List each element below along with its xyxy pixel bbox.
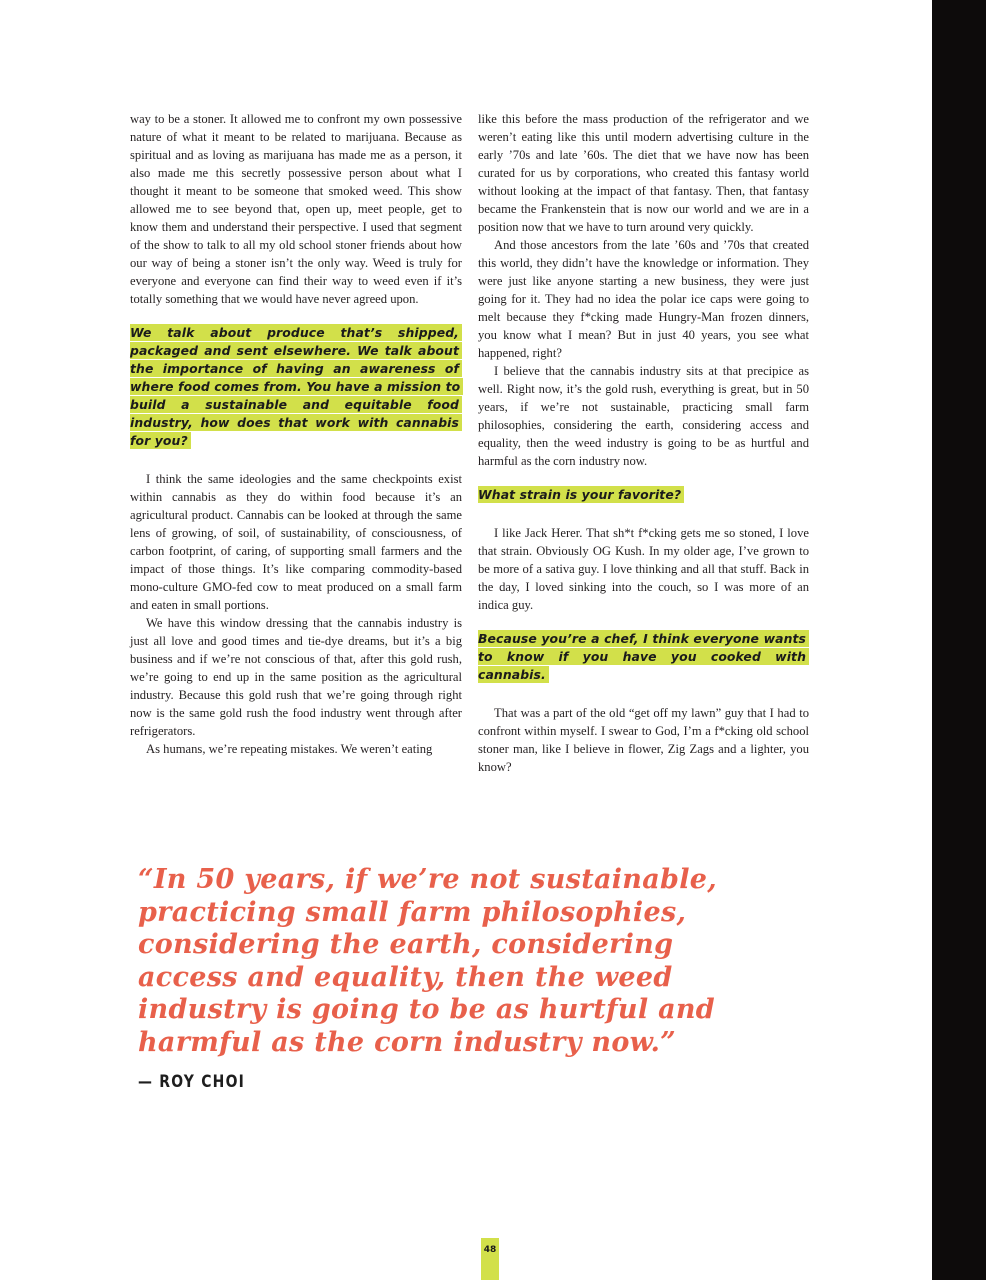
left-column [130,110,462,758]
page-edge-bar [932,0,986,1280]
interview-question [478,630,809,684]
body-paragraph: I think the same ideologies and the same checkpoints exist within cannabis as they do within food because it’s an agricultural product. Cannabis can be looked at through the same lens of growing, of soil, of sustainability, of consciousness, of carbon footprint, of caring, of supporting small farmers and the impact of those things. It’s like comparing commodity-based mono-culture GMO-fed cow to meat produced on a small farm and eaten in small portions. [130,472,462,612]
body-paragraph: And those ancestors from the late ’60s and ’70s that created this world, they didn’t have the knowledge or information. They were just like anyone starting a new business, they were just going for it. They had no idea the polar ice caps were going to melt because they f*cking made Hungry-Man frozen dinners, you know what I mean? But in just 40 years, you see what happened, right? [478,238,809,360]
body-paragraph: I believe that the cannabis industry sits at that precipice as well. Right now, it’s the gold rush, everything is great, but in 50 years, if we’re not sustainable, practicing small farm philosophies, considering the earth, considering access and equality, then the weed industry is going to be as hurtful and harmful as the corn industry now. [478,364,809,468]
body-paragraph: We have this window dressing that the cannabis industry is just all love and good times and tie-dye dreams, but it’s a big business and if we’re not conscious of that, after this gold rush, we’re going to end up in the same position as the agricultural industry. Because this gold rush that we’re going through right now is the same gold rush the food industry went through after refrigerators. [130,616,462,738]
body-paragraph: way to be a stoner. It allowed me to confront my own possessive nature of what it meant to be related to marijuana. Because as spiritual and as loving as marijuana has made me as a person, it also made me this secretly possessive person about what I thought it meant to be someone that smoked weed. This show allowed me to see beyond that, open up, meet people, get to know them and understand their perspective. I used that segment of the show to talk to all my old school stoner friends about how our way of being a stoner isn’t the only way. Weed is truly for everyone and everyone can find their way to weed even if it’s totally something that we would have never agreed upon. [130,112,462,306]
question-text: What strain is your favorite? [478,486,684,503]
pull-quote: “In 50 years, if we’re not sustainable, practicing small farm philosophies, considering the earth, considering access and equality, then the weed industry is going to be as hurtful and harmful as the corn industry now.” [138,864,717,1058]
body-paragraph: I like Jack Herer. That sh*t f*cking gets me so stoned, I love that strain. Obviously OG Kush. In my older age, I’ve grown to be more of a sativa guy. I love thinking and all that stuff. Back in the day, I loved sinking into the couch, so I was more of an indica guy. [478,526,809,612]
question-text: We talk about produce that’s shipped, packaged and sent elsewhere. We talk about the importance of having an awareness of where food comes from. You have a mission to build a sustainable and equitable food industry, how does that work with cannabis for you? [130,324,463,449]
body-paragraph: like this before the mass production of the refrigerator and we weren’t eating like this until modern advertising culture in the early ’70s and late ’60s. The diet that we have now has been curated for us by corporations, who created this fantasy world without looking at the impact of that fantasy. Then, that fantasy became the Frankenstein that is now our world and we are in a position now that we have to turn around very quickly. [478,112,809,234]
body-paragraph: As humans, we’re repeating mistakes. We weren’t eating [146,742,433,756]
right-column [478,110,809,776]
pull-quote-attribution: — ROY CHOI [138,1072,246,1092]
interview-question [478,486,809,504]
question-text: Because you’re a chef, I think everyone wants to know if you have you cooked with cannabis. [478,630,809,683]
interview-question [130,324,462,450]
body-paragraph: That was a part of the old “get off my lawn” guy that I had to confront within myself. I swear to God, I’m a f*cking old school stoner man, like I believe in flower, Zig Zags and a lighter, you know? [478,706,809,774]
page-number: 48 [481,1238,499,1280]
